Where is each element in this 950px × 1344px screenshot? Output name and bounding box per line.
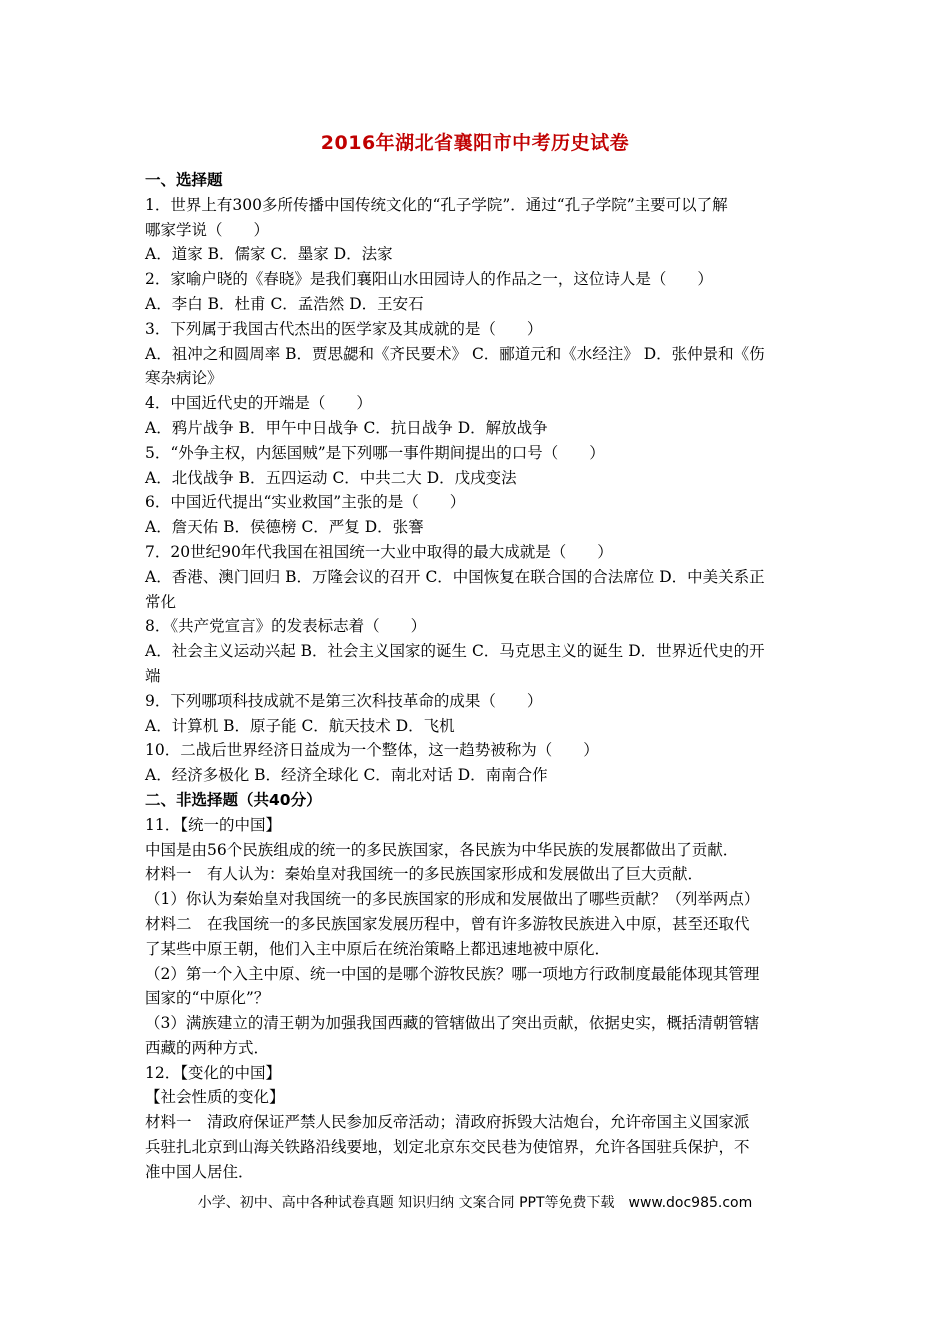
- text-line: 西藏的两种方式．: [145, 1038, 270, 1057]
- text-line: 1．世界上有300多所传播中国传统文化的“孔子学院”．通过“孔子学院”主要可以了解: [145, 195, 728, 214]
- text-line: 12．【变化的中国】: [145, 1063, 281, 1082]
- text-line: 【社会性质的变化】: [145, 1088, 285, 1107]
- text-line: A．香港、澳门回归 B．万隆会议的召开 C．中国恢复在联合国的合法席位 D．中美关系正: [145, 567, 765, 586]
- text-line: 7．20世纪90年代我国在祖国统一大业中取得的最大成就是（ ）: [145, 542, 613, 561]
- text-line: 中国是由56个民族组成的统一的多民族国家，各民族为中华民族的发展都做出了贡献．: [145, 840, 739, 859]
- text-line: 常化: [145, 592, 177, 611]
- text-line: （3）满族建立的清王朝为加强我国西藏的管辖做出了突出贡献，依据史实，概括清朝管辖: [145, 1014, 760, 1033]
- text-line: A．经济多极化 B．经济全球化 C．南北对话 D．南南合作: [145, 766, 548, 785]
- text-line: 8．《共产党宣言》的发表标志着（ ）: [145, 617, 427, 636]
- text-line: 5．“外争主权，内惩国贼”是下列哪一事件期间提出的口号（ ）: [145, 443, 605, 462]
- text-line: 材料一 有人认为：秦始皇对我国统一的多民族国家形成和发展做出了巨大贡献．: [145, 865, 704, 884]
- text-line: 材料一 清政府保证严禁人民参加反帝活动；清政府拆毁大沽炮台，允许帝国主义国家派: [145, 1113, 750, 1132]
- text-line: 兵驻扎北京到山海关铁路沿线要地，划定北京东交民巷为使馆界，允许各国驻兵保护，不: [145, 1138, 750, 1157]
- text-line: 材料二 在我国统一的多民族国家发展历程中，曾有许多游牧民族进入中原，甚至还取代: [145, 914, 750, 933]
- text-line: （1）你认为秦始皇对我国统一的多民族国家的形成和发展做出了哪些贡献？（列举两点）: [145, 890, 760, 909]
- exam-content: [145, 168, 807, 1185]
- text-line: A．社会主义运动兴起 B．社会主义国家的诞生 C．马克思主义的诞生 D．世界近代史的开: [145, 642, 765, 661]
- text-line: 9．下列哪项科技成就不是第三次科技革命的成果（ ）: [145, 691, 543, 710]
- text-line: 端: [145, 666, 161, 685]
- text-line: 3．下列属于我国古代杰出的医学家及其成就的是（ ）: [145, 319, 543, 338]
- text-line: 了某些中原王朝，他们入主中原后在统治策略上都迅速地被中原化．: [145, 939, 611, 958]
- text-line: A．詹天佑 B．侯德榜 C．严复 D．张謇: [145, 518, 424, 537]
- text-line: 6．中国近代提出“实业救国”主张的是（ ）: [145, 493, 466, 512]
- text-line: 4．中国近代史的开端是（ ）: [145, 394, 372, 413]
- text-line: A．计算机 B．原子能 C．航天技术 D．飞机: [145, 716, 455, 735]
- text-line: 国家的“中原化”？: [145, 989, 270, 1008]
- page-title: 2016年湖北省襄阳市中考历史试卷: [320, 132, 630, 154]
- text-line: A．北伐战争 B．五四运动 C．中共二大 D．戊戌变法: [145, 468, 517, 487]
- text-line: A．道家 B．儒家 C．墨家 D．法家: [145, 245, 393, 264]
- text-line: 准中国人居住．: [145, 1162, 254, 1181]
- text-line: （2）第一个入主中原、统一中国的是哪个游牧民族？哪一项地方行政制度最能体现其管理: [145, 964, 760, 983]
- text-line: A．祖冲之和圆周率 B．贾思勰和《齐民要术》 C．郦道元和《水经注》 D．张仲景和《伤: [145, 344, 765, 363]
- text-line: A．鸦片战争 B．甲午中日战争 C．抗日战争 D．解放战争: [145, 418, 548, 437]
- text-line: 哪家学说（ ）: [145, 220, 270, 239]
- footer-text: 小学、初中、高中各种试卷真题 知识归纳 文案合同 PPT等免费下载 www.doc985.com: [197, 1195, 753, 1211]
- text-line: 寒杂病论》: [145, 369, 223, 388]
- section-heading: 二、非选择题（共40分）: [145, 790, 322, 809]
- section-heading: 一、选择题: [145, 171, 223, 189]
- text-line: 11．【统一的中国】: [145, 815, 281, 834]
- text-line: 10．二战后世界经济日益成为一个整体，这一趋势被称为（ ）: [145, 741, 599, 760]
- text-line: 2．家喻户晓的《春晓》是我们襄阳山水田园诗人的作品之一，这位诗人是（ ）: [145, 270, 713, 289]
- text-line: A．李白 B．杜甫 C．孟浩然 D．王安石: [145, 294, 424, 313]
